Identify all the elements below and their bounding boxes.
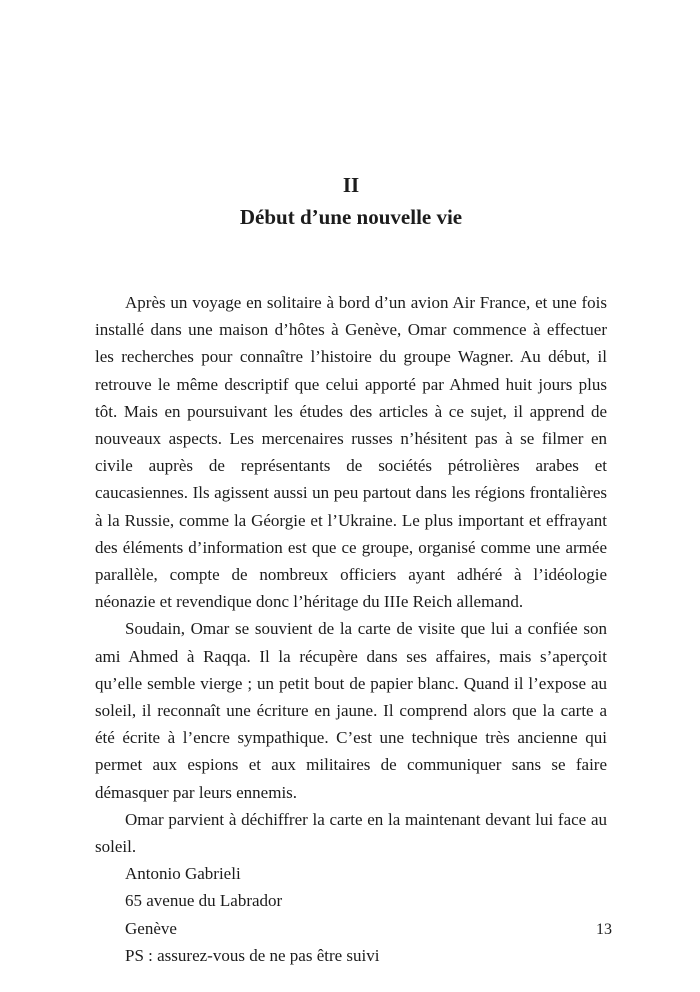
chapter-heading <box>95 172 607 231</box>
address-line-ps: PS : assurez-vous de ne pas être suivi <box>125 945 380 965</box>
chapter-number: II <box>342 173 360 197</box>
paragraph: Soudain, Omar se souvient de la carte de visite que lui a confiée son ami Ahmed à Raqqa. Il la récupère dans ses affaires, mais s’aperçoit qu’elle semble vierge ; un petit bout de papier blanc. Quand il l’expose au soleil, il reconnaît une écriture en jaune. Il comprend alors que la carte a été écrite à l’encre sympathique. C’est une technique très ancienne qui permet aux espions et aux militaires de communiquer sans se faire démasquer par leurs ennemis. <box>95 619 607 802</box>
page-content <box>95 0 607 969</box>
chapter-title: Début d’une nouvelle vie <box>239 205 463 229</box>
body-text <box>95 289 607 860</box>
address-line-city: Genève <box>125 918 177 938</box>
page-number: 13 <box>596 921 612 938</box>
address-line-street: 65 avenue du Labrador <box>125 891 283 911</box>
paragraph: Omar parvient à déchiffrer la carte en la maintenant devant lui face au soleil. <box>95 809 607 857</box>
address-line-name: Antonio Gabrieli <box>125 864 241 884</box>
address-block <box>95 860 607 969</box>
paragraph: Après un voyage en solitaire à bord d’un avion Air France, et une fois installé dans une maison d’hôtes à Genève, Omar commence à effectuer les recherches pour connaître l’histoire du groupe Wagner. Au début, il retrouve le même descriptif que celui apporté par Ahmed huit jours plus tôt. Mais en poursuivant les études des articles à ce sujet, il apprend de nouveaux aspects. Les mercenaires russes n’hésitent pas à se filmer en civile auprès de représentants de sociétés pétrolières arabes et caucasiennes. Ils agissent aussi un peu partout dans les régions frontalières à la Russie, comme la Géorgie et l’Ukraine. Le plus important et effrayant des éléments d’information est que ce groupe, organisé comme une armée parallèle, compte de nombreux officiers ayant adhéré à l’idéologie néonazie et revendique donc l’héritage du IIIe Reich allemand. <box>95 293 607 612</box>
